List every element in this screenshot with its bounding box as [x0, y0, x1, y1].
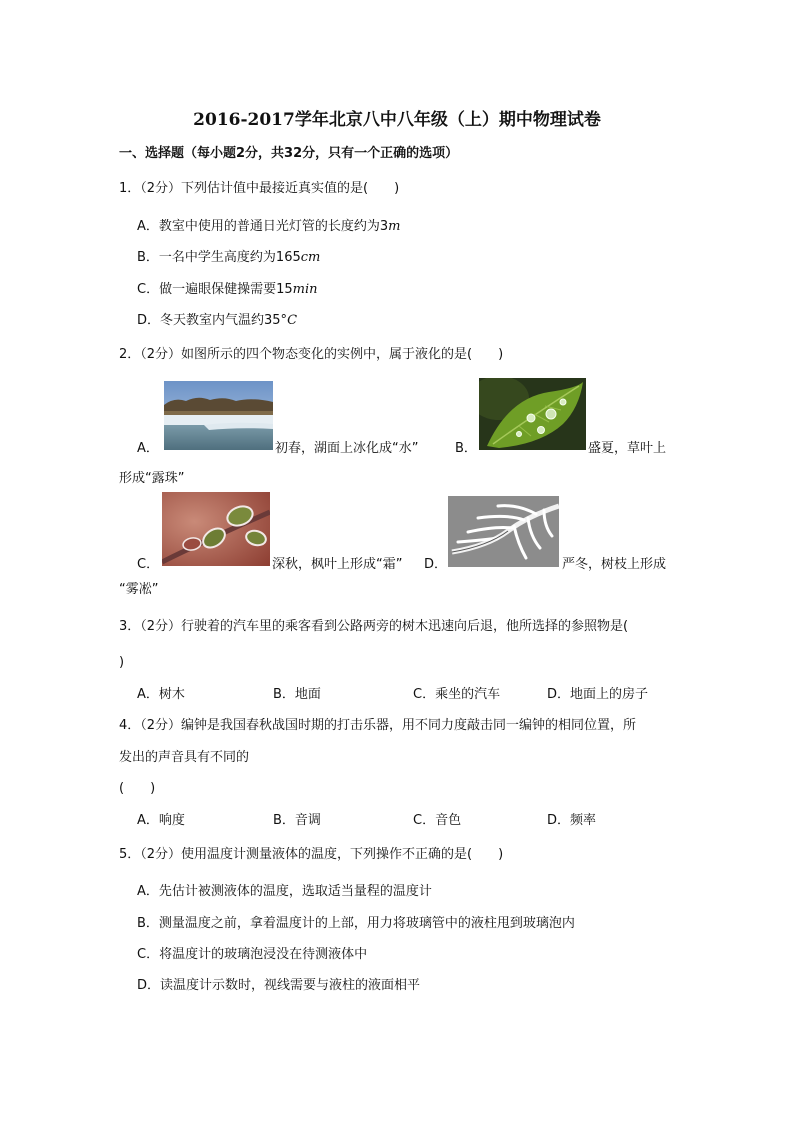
q5-option-d: D．读温度计示数时，视线需要与液柱的液面相平: [137, 978, 421, 993]
q3-option-c: C．乘坐的汽车: [413, 687, 501, 702]
dew-leaf-photo: [479, 378, 586, 450]
q1-option-a: A．教室中使用的普通日光灯管的长度约为3m: [137, 219, 401, 234]
q4-stem: 4．（2分）编钟是我国春秋战国时期的打击乐器，用不同力度敲击同一编钟的相同位置，所: [119, 718, 637, 733]
q4-option-d: D．频率: [547, 813, 597, 828]
q5-stem: 5．（2分）使用温度计测量液体的温度，下列操作不正确的是( ): [119, 847, 504, 862]
q2-option-a-label: A．: [137, 441, 159, 456]
q2-option-c-label: C．: [137, 557, 160, 572]
q2-option-a-caption: 初春，湖面上冰化成“水”: [275, 441, 419, 456]
q5-option-a: A．先估计被测液体的温度，选取适当量程的温度计: [137, 884, 432, 899]
q2-option-c-caption: 深秋，枫叶上形成“霜”: [272, 557, 403, 572]
q2-stem: 2．（2分）如图所示的四个物态变化的实例中，属于液化的是( ): [119, 347, 504, 362]
rime-branch-photo: [448, 496, 559, 567]
q4-bracket: ( ): [119, 781, 156, 796]
q3-stem: 3．（2分）行驶着的汽车里的乘客看到公路两旁的树木迅速向后退，他所选择的参照物是(: [119, 619, 629, 634]
q2-option-d-caption: 严冬，树枝上形成: [562, 557, 667, 572]
q1-option-b: B．一名中学生高度约为165cm: [137, 250, 321, 265]
q3-option-d: D．地面上的房子: [547, 687, 649, 702]
q3-option-a: A．树木: [137, 687, 185, 702]
q5-option-b: B．测量温度之前，拿着温度计的上部，用力将玻璃管中的液柱甩到玻璃泡内: [137, 916, 575, 931]
frost-leaves-photo: [162, 492, 270, 566]
q2-option-b-caption-cont: 形成“露珠”: [119, 471, 185, 486]
q1-stem: 1．（2分）下列估计值中最接近真实值的是( ): [119, 181, 400, 196]
q1-option-d: D．冬天教室内气温约35°C: [137, 313, 298, 328]
q2-option-d-caption-cont: “雾凇”: [119, 582, 159, 597]
page-title: 2016-2017学年北京八中八年级（上）期中物理试卷: [193, 110, 601, 130]
section-heading: 一、选择题（每小题2分，共32分，只有一个正确的选项）: [119, 146, 459, 161]
q4-option-a: A．响度: [137, 813, 185, 828]
q2-option-d-label: D．: [424, 557, 448, 572]
q2-option-b-caption: 盛夏，草叶上: [588, 441, 667, 456]
q3-option-b: B．地面: [273, 687, 321, 702]
q2-option-b-label: B．: [455, 441, 477, 456]
q4-option-c: C．音色: [413, 813, 462, 828]
q1-option-c: C．做一遍眼保健操需要15min: [137, 282, 318, 297]
q4-stem-cont: 发出的声音具有不同的: [119, 750, 250, 765]
q4-option-b: B．音调: [273, 813, 321, 828]
lake-photo: [164, 381, 273, 450]
q5-option-c: C．将温度计的玻璃泡浸没在待测液体中: [137, 947, 368, 962]
q3-stem-cont: ): [119, 655, 125, 670]
